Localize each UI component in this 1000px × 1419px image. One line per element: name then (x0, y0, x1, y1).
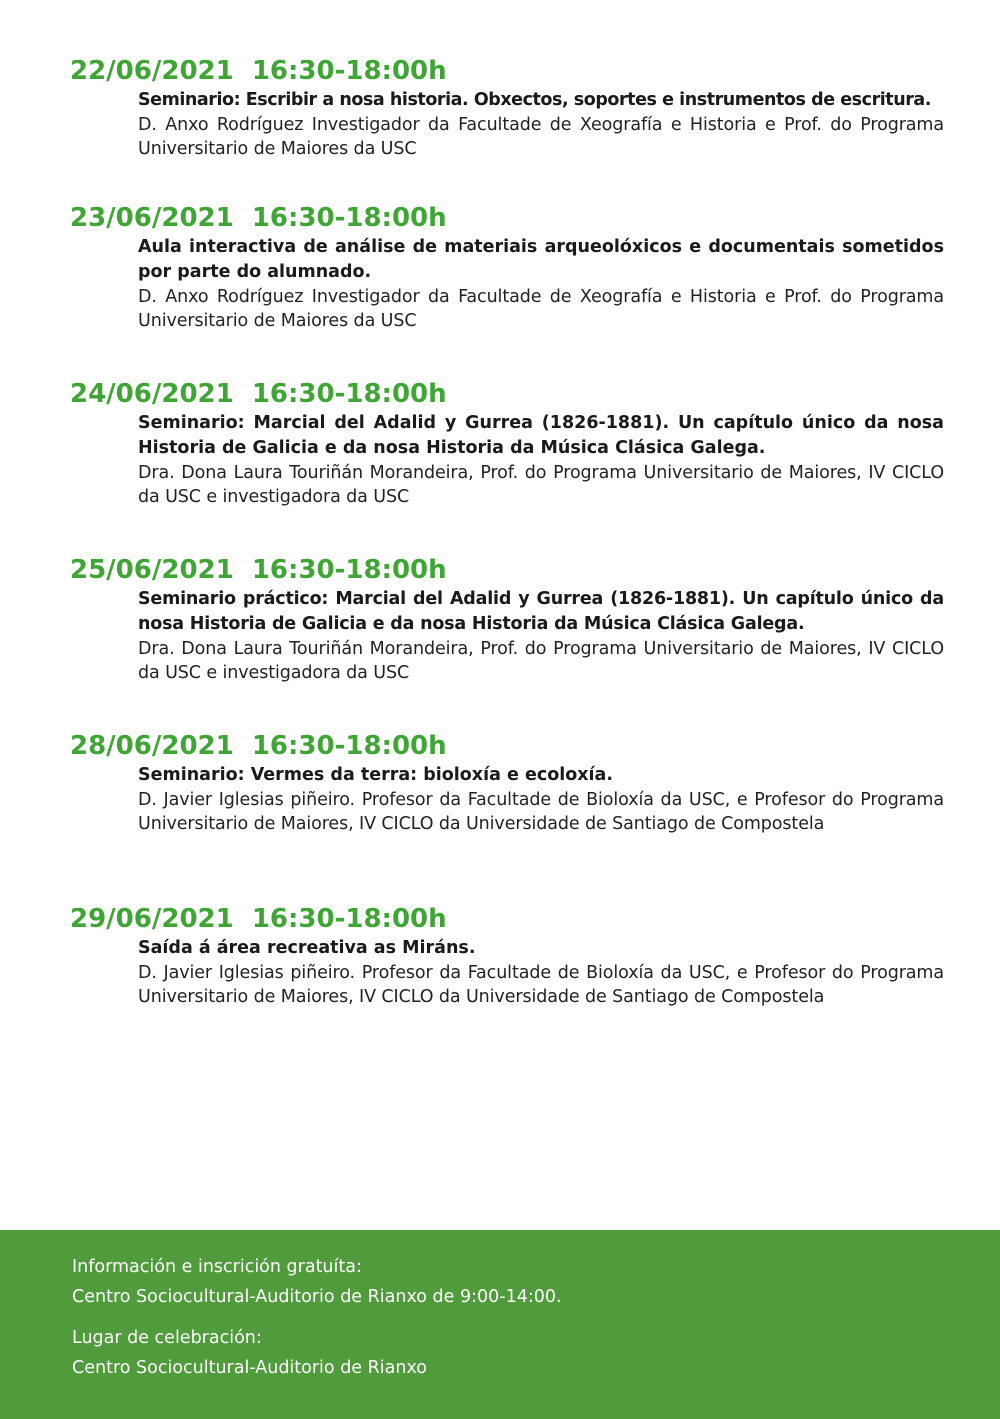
event-body (138, 936, 944, 1009)
event-body (138, 763, 944, 836)
event-body (138, 411, 944, 509)
event-title: Seminario: Vermes da terra: bioloxía e ecoloxía. (138, 765, 613, 785)
footer-venue-label: Lugar de celebración: (72, 1328, 262, 1348)
event-date: 24/06/2021 16:30-18:00h (70, 379, 447, 409)
event-speaker: D. Anxo Rodríguez Investigador da Facultade de Xeografía e Historia e Prof. do Programa Universitario de Maiores da USC (138, 115, 944, 159)
event-body (138, 235, 944, 333)
event-date: 25/06/2021 16:30-18:00h (70, 555, 447, 585)
event-body (138, 587, 944, 685)
info-footer (0, 1230, 1000, 1419)
event-title: Aula interactiva de análise de materiais arqueolóxicos e documentais sometidos por parte do alumnado. (138, 237, 944, 282)
event-body (138, 88, 944, 161)
event-title: Seminario práctico: Marcial del Adalid y Gurrea (1826-1881). Un capítulo único da nosa Historia de Galicia e da nosa Historia da Música Clásica Galega. (138, 589, 944, 634)
event-date: 23/06/2021 16:30-18:00h (70, 203, 447, 233)
event-speaker: Dra. Dona Laura Touriñán Morandeira, Prof. do Programa Universitario de Maiores, IV CICLO da USC e investigadora da USC (138, 463, 944, 507)
event-title: Seminario: Marcial del Adalid y Gurrea (1826-1881). Un capítulo único da nosa Historia de Galicia e da nosa Historia da Música Clásica Galega. (138, 413, 944, 458)
event-speaker: D. Anxo Rodríguez Investigador da Facultade de Xeografía e Historia e Prof. do Programa Universitario de Maiores da USC (138, 287, 944, 331)
event-date: 28/06/2021 16:30-18:00h (70, 731, 447, 761)
event-speaker: D. Javier Iglesias piñeiro. Profesor da Facultade de Bioloxía da USC, e Profesor do Programa Universitario de Maiores, IV CICLO da Universidade de Santiago de Compostela (138, 790, 944, 834)
footer-info-value: Centro Sociocultural-Auditorio de Rianxo de 9:00-14:00. (72, 1287, 562, 1307)
event-speaker: D. Javier Iglesias piñeiro. Profesor da Facultade de Bioloxía da USC, e Profesor do Programa Universitario de Maiores, IV CICLO da Universidade de Santiago de Compostela (138, 963, 944, 1007)
event-date: 29/06/2021 16:30-18:00h (70, 904, 447, 934)
footer-info-label: Información e inscrición gratuíta: (72, 1257, 362, 1277)
event-speaker: Dra. Dona Laura Touriñán Morandeira, Prof. do Programa Universitario de Maiores, IV CICLO da USC e investigadora da USC (138, 639, 944, 683)
footer-venue-value: Centro Sociocultural-Auditorio de Rianxo (72, 1358, 427, 1378)
event-title: Saída á área recreativa as Miráns. (138, 938, 476, 958)
event-title: Seminario: Escribir a nosa historia. Obxectos, soportes e instrumentos de escritura. (138, 90, 931, 110)
event-date: 22/06/2021 16:30-18:00h (70, 56, 447, 86)
